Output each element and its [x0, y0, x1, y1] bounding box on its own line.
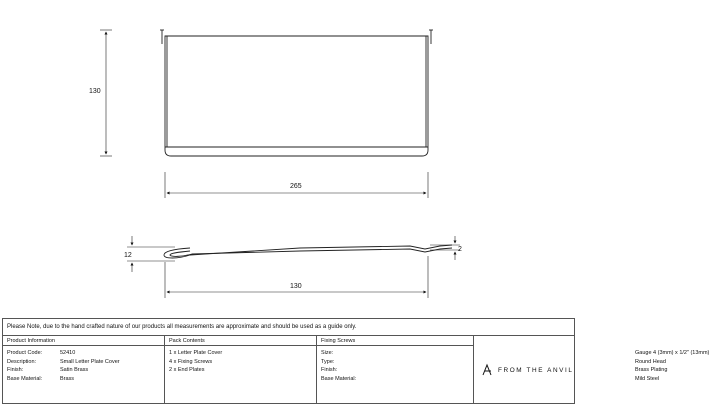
side-profile: [164, 245, 452, 258]
pack-contents-section: [165, 336, 317, 403]
info-row: Size: Gauge 4 (3mm) x 1/2" (13mm): [321, 350, 709, 356]
info-row: Finish: Brass Plating: [321, 367, 668, 374]
fixing-screws-heading: Fixing Screws: [317, 336, 473, 346]
height-front-label: 130: [89, 88, 101, 95]
product-information-section: [3, 336, 165, 403]
info-row: Description: Small Letter Plate Cover: [7, 358, 120, 365]
pack-item: 2 x End Plates: [169, 367, 205, 374]
tip-dimension-side: [430, 236, 460, 260]
tip-side-label: 2: [458, 246, 462, 253]
pack-item: 4 x Fixing Screws: [169, 358, 213, 365]
height-dimension-front: [100, 30, 112, 156]
width-front-label: 265: [290, 183, 302, 190]
info-row: Base Material: Mild Steel: [321, 375, 660, 382]
info-row: Type: Round Head: [321, 358, 666, 365]
front-view: [160, 30, 433, 156]
product-information-heading: Product Information: [3, 336, 164, 346]
length-side-label: 130: [290, 283, 302, 290]
info-row: Base Material: Brass: [7, 375, 75, 382]
disclaimer-note: Please Note, due to the hand crafted nature of our products all measurements are approximate and should be used as a guide only.: [2, 318, 575, 336]
pack-contents-heading: Pack Contents: [165, 336, 316, 346]
brand-logo: [482, 364, 574, 376]
brand-section: [474, 336, 576, 403]
height-dimension-side: [127, 236, 175, 272]
length-dimension-side: [165, 256, 428, 298]
info-table: [2, 336, 709, 404]
brand-name: FROM THE ANVIL: [498, 366, 574, 374]
height-side-label: 12: [124, 252, 132, 259]
pack-item: 1 x Letter Plate Cover: [169, 350, 223, 356]
info-row: Finish: Satin Brass: [7, 367, 89, 374]
info-row: Product Code: 52410: [7, 350, 76, 356]
anvil-logo-icon: [482, 364, 492, 376]
